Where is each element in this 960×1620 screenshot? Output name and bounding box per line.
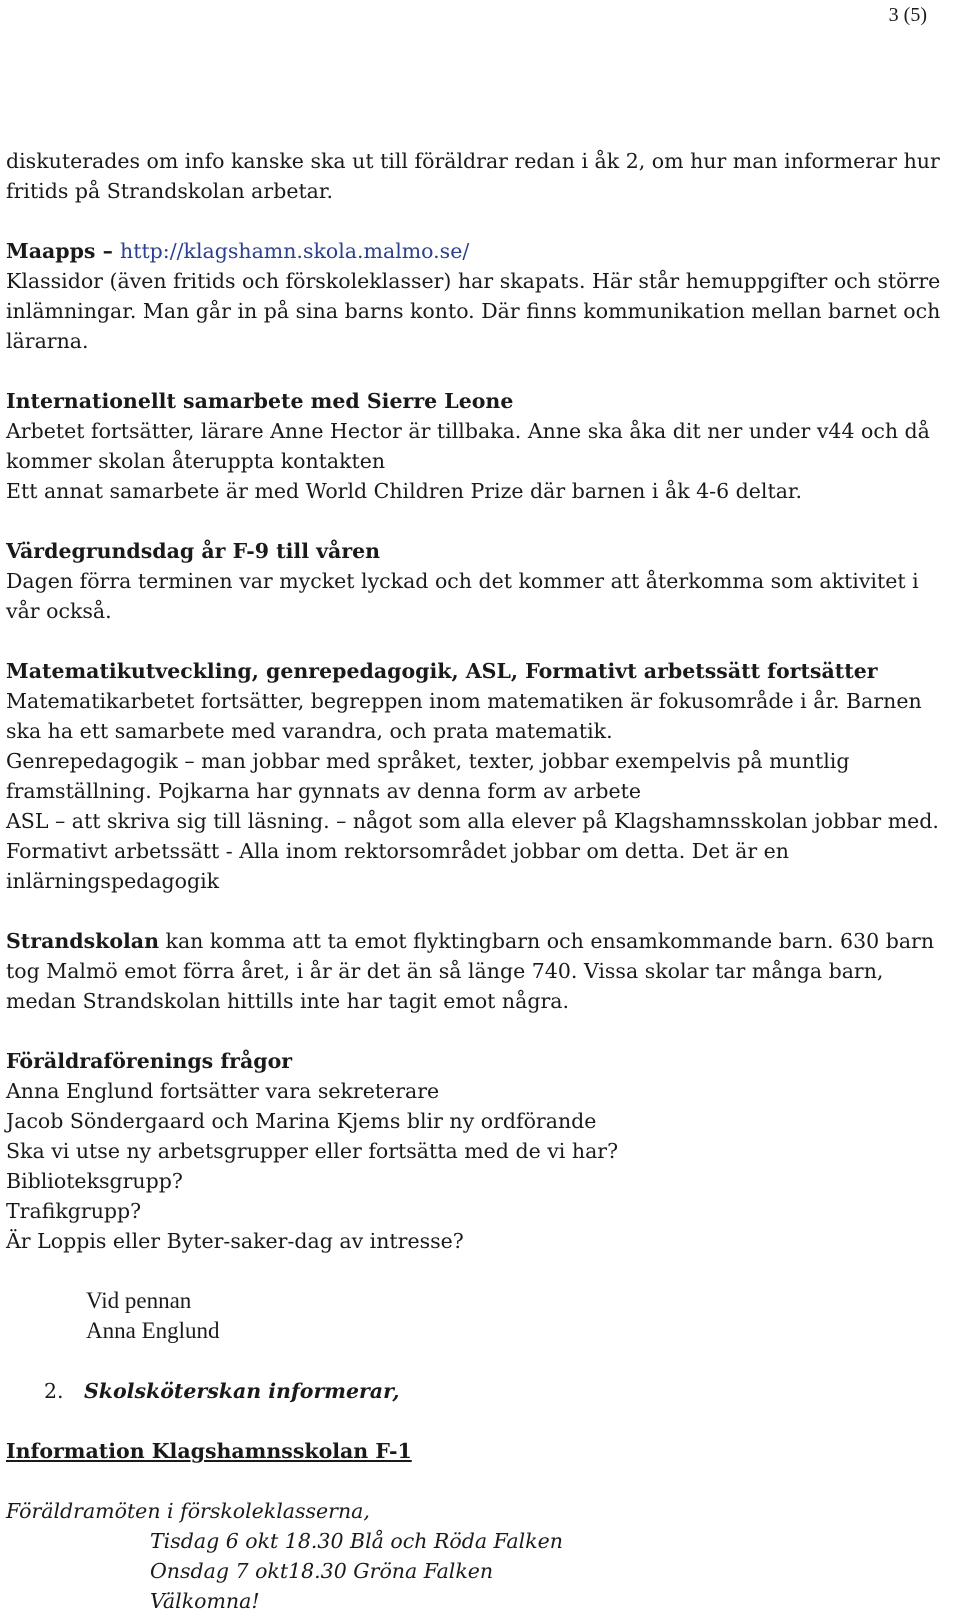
agenda-item-number: 2. [44, 1379, 64, 1403]
agenda-item-text: Skolsköterskan informerar, [84, 1379, 400, 1403]
intro-paragraph: diskuterades om info kanske ska ut till föräldrar redan i åk 2, om hur man informerar hur fritids på Strandskolan arbetar. [6, 149, 940, 203]
info-heading: Information Klagshamnsskolan F-1 [6, 1439, 412, 1463]
meetings-title: Föräldramöten i förskoleklasserna, [6, 1499, 370, 1523]
sierra-line2: Ett annat samarbete är med World Children Prize där barnen i åk 4-6 deltar. [6, 479, 802, 503]
foraldra-line: Biblioteksgrupp? [6, 1169, 183, 1193]
strandskolan-heading: Strandskolan [6, 929, 159, 953]
maapps-text: Klassidor (även fritids och förskoleklasser) har skapats. Här står hemuppgifter och större inlämningar. Man går in på sina barns konto. Där finns kommunikation mellan barnet och lärarna. [6, 269, 941, 353]
matematik-line4: Formativt arbetssätt - Alla inom rektorsområdet jobbar om detta. Det är en inlärningspedagogik [6, 839, 789, 893]
matematik-line2: Genrepedagogik – man jobbar med språket, texter, jobbar exempelvis på muntlig framställning. Pojkarna har gynnats av denna form av arbete [6, 749, 850, 803]
strandskolan-text: kan komma att ta emot flyktingbarn och ensamkommande barn. 630 barn tog Malmö emot förra året, i år är det än så länge 740. Vissa skolar tar många barn, medan Strandskolan hittills inte har tagit emot några. [6, 929, 935, 1013]
vardegrund-text: Dagen förra terminen var mycket lyckad och det kommer att återkomma som aktivitet i vår också. [6, 569, 919, 623]
matematik-line1: Matematikarbetet fortsätter, begreppen inom matematiken är fokusområde i år. Barnen ska ha ett samarbete med varandra, och prata matematik. [6, 689, 922, 743]
matematik-line3: ASL – att skriva sig till läsning. – något som alla elever på Klagshamnsskolan jobbar med. [6, 809, 939, 833]
signature-line2: Anna Englund [86, 1318, 220, 1343]
maapps-heading-line [6, 236, 951, 266]
foraldra-line: Trafikgrupp? [6, 1199, 142, 1223]
vardegrund-heading: Värdegrundsdag år F-9 till våren [6, 539, 381, 563]
sierra-heading: Internationellt samarbete med Sierre Leone [6, 389, 514, 413]
signature-line1: Vid pennan [86, 1288, 192, 1313]
foraldra-heading: Föräldraförenings frågor [6, 1049, 293, 1073]
foraldra-line: Är Loppis eller Byter-saker-dag av intresse? [6, 1229, 464, 1253]
maapps-heading: Maapps – [6, 239, 120, 263]
document-body [6, 146, 951, 1616]
foraldra-line: Ska vi utse ny arbetsgrupper eller fortsätta med de vi har? [6, 1139, 619, 1163]
foraldra-line: Anna Englund fortsätter vara sekreterare [6, 1079, 440, 1103]
maapps-link[interactable]: http://klagshamn.skola.malmo.se/ [120, 239, 470, 263]
sierra-line1: Arbetet fortsätter, lärare Anne Hector är tillbaka. Anne ska åka dit ner under v44 och då kommer skolan återuppta kontakten [6, 419, 930, 473]
meetings-line1: Tisdag 6 okt 18.30 Blå och Röda Falken [150, 1529, 563, 1553]
foraldra-line: Jacob Söndergaard och Marina Kjems blir ny ordförande [6, 1109, 597, 1133]
page-number: 3 (5) [888, 4, 927, 26]
meetings-line3: Välkomna! [150, 1589, 260, 1613]
meetings-line2: Onsdag 7 okt18.30 Gröna Falken [150, 1559, 494, 1583]
matematik-heading: Matematikutveckling, genrepedagogik, ASL, Formativt arbetssätt fortsätter [6, 659, 878, 683]
strandskolan-paragraph [6, 926, 951, 1016]
agenda-item-2 [6, 1376, 951, 1406]
